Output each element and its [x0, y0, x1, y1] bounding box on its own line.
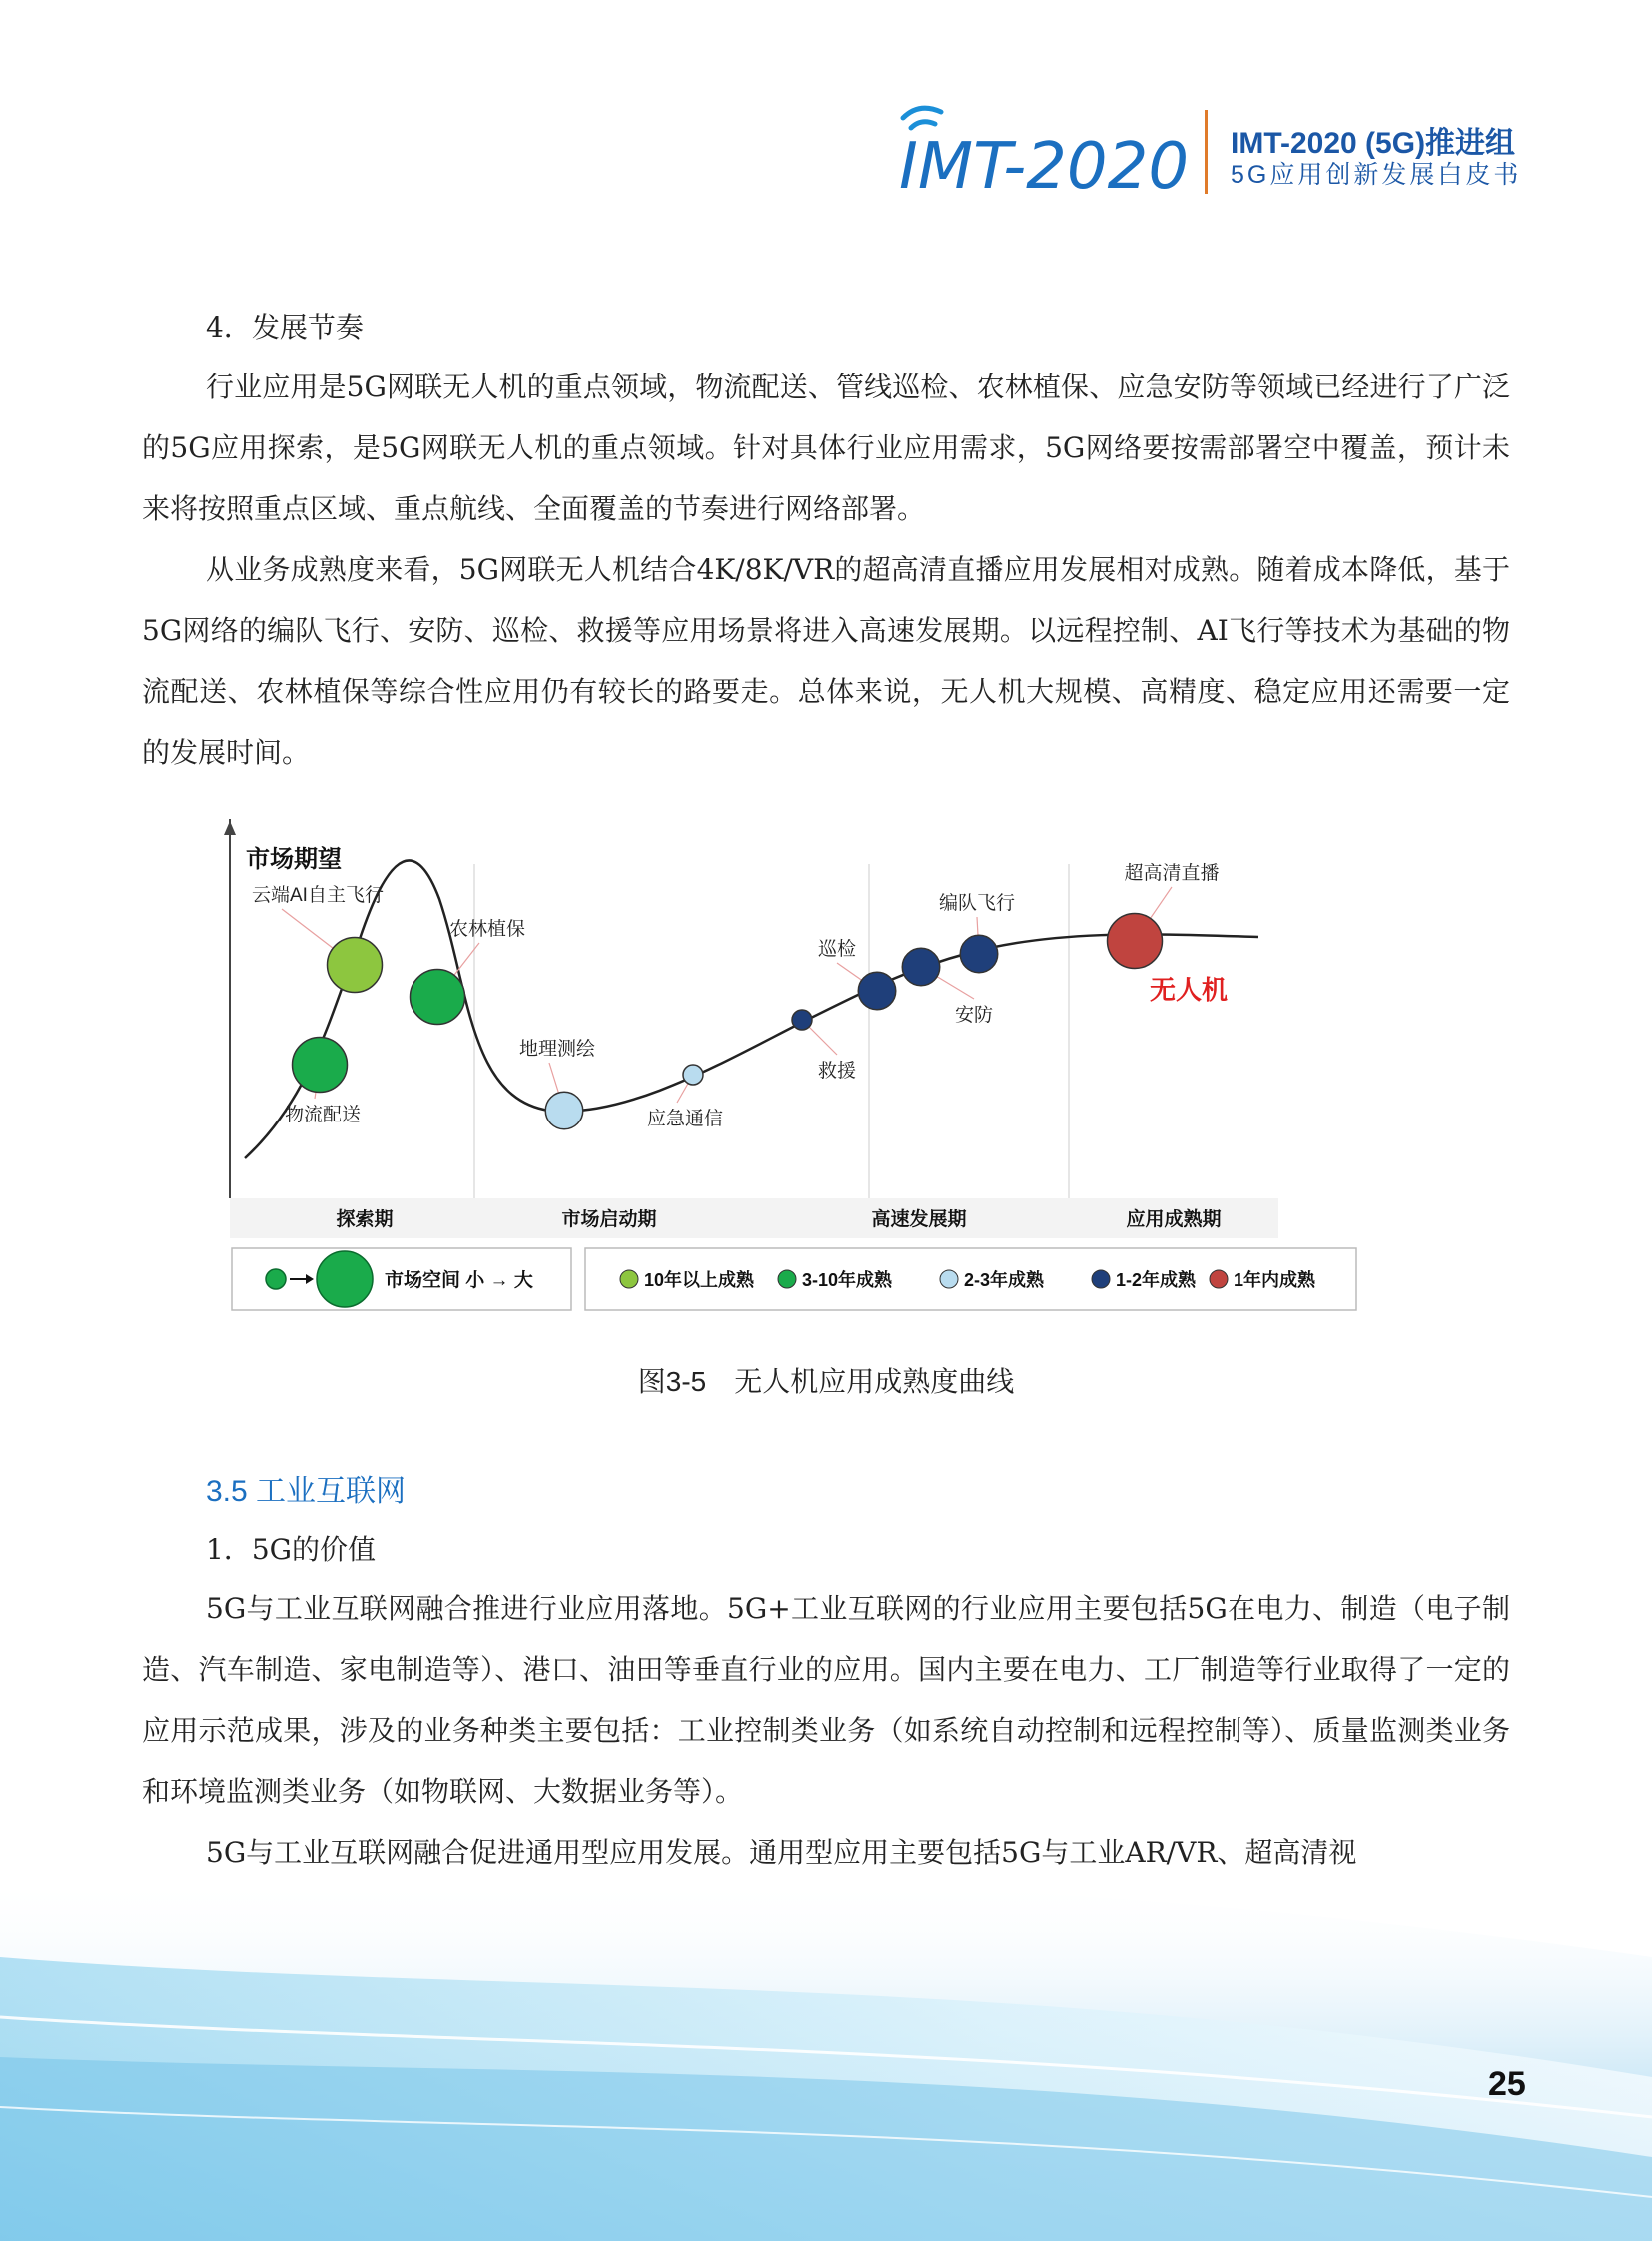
- paragraph: 5G与工业互联网融合推进行业应用落地。5G+工业互联网的行业应用主要包括5G在电力、制造（电子制造、汽车制造、家电制造等）、港口、油田等垂直行业的应用。国内主要在电力、工厂制造等行业取得了一定的应用示范成果，涉及的业务种类主要包括：工业控制类业务（如系统自动控制和远程控制等）、质量监测类业务和环境监测类业务（如物联网、大数据业务等）。: [142, 1592, 1510, 1808]
- y-axis-label: 市场期望: [246, 846, 342, 873]
- legend-size-large: [317, 1251, 373, 1307]
- data-point: [293, 1038, 348, 1093]
- point-label: 云端AI自主飞行: [252, 885, 384, 906]
- svg-text:IMT-2020: IMT-2020: [899, 130, 1189, 200]
- legend-size-label: 市场空间 小 → 大: [385, 1270, 533, 1291]
- point-label: 物流配送: [285, 1105, 362, 1125]
- section-heading: 1．5G的价值: [206, 1533, 376, 1566]
- header-divider: [1205, 110, 1208, 194]
- header-subtitle: 5G应用创新发展白皮书: [1231, 161, 1522, 189]
- data-point: [1108, 914, 1163, 969]
- legend-label: 2-3年成熟: [964, 1270, 1045, 1290]
- section-title: 3.5 工业互联网: [206, 1475, 407, 1508]
- data-point: [902, 948, 940, 986]
- phase-label: 探索期: [336, 1209, 394, 1230]
- chart-title: 无人机: [1149, 975, 1229, 1005]
- paragraph: 行业应用是5G网联无人机的重点领域，物流配送、管线巡检、农林植保、应急安防等领域已经进行了广泛的5G应用探索，是5G网联无人机的重点领域。针对具体行业应用需求，5G网络要按需部署空中覆盖，预计未来将按照重点区域、重点航线、全面覆盖的节奏进行网络部署。: [142, 371, 1510, 525]
- point-label: 超高清直播: [1124, 863, 1220, 884]
- y-axis-arrow: [224, 821, 236, 835]
- imt2020-logo: [889, 100, 1189, 200]
- legend-label: 10年以上成熟: [644, 1270, 755, 1290]
- data-point: [792, 1010, 812, 1030]
- data-point: [683, 1065, 703, 1085]
- maturity-curve-chart: [210, 819, 1368, 1338]
- point-label: 农林植保: [449, 919, 526, 940]
- legend-swatch: [940, 1270, 958, 1288]
- data-point: [328, 938, 383, 993]
- phase-label: 市场启动期: [561, 1209, 657, 1230]
- header-title: IMT-2020 (5G)推进组: [1231, 127, 1516, 160]
- legend-size-small: [266, 1269, 286, 1289]
- legend-swatch: [620, 1270, 638, 1288]
- paragraph: 5G与工业互联网融合促进通用型应用发展。通用型应用主要包括5G与工业AR/VR、超高清视: [206, 1836, 1357, 1868]
- phase-label: 应用成熟期: [1126, 1209, 1222, 1230]
- point-label: 安防: [954, 1005, 994, 1026]
- legend-swatch: [778, 1270, 796, 1288]
- legend-label: 1-2年成熟: [1116, 1270, 1197, 1290]
- data-point: [545, 1092, 583, 1129]
- figure-caption: 图3-5 无人机应用成熟度曲线: [637, 1366, 1015, 1397]
- section-heading: 4．发展节奏: [206, 311, 364, 344]
- paragraph: 从业务成熟度来看，5G网联无人机结合4K/8K/VR的超高清直播应用发展相对成熟。随着成本降低，基于5G网络的编队飞行、安防、巡检、救援等应用场景将进入高速发展期。以远程控制、AI飞行等技术为基础的物流配送、农林植保等综合性应用仍有较长的路要走。总体来说，无人机大规模、高精度、稳定应用还需要一定的发展时间。: [142, 553, 1510, 769]
- page-number: 25: [1488, 2065, 1526, 2103]
- phase-label: 高速发展期: [871, 1209, 967, 1230]
- point-label: 巡检: [817, 939, 857, 960]
- maturity-curve: [245, 860, 1258, 1158]
- point-label: 救援: [817, 1061, 857, 1082]
- legend-label: 3-10年成熟: [802, 1270, 893, 1290]
- data-point: [858, 972, 896, 1010]
- point-label: 应急通信: [647, 1109, 724, 1129]
- legend-swatch: [1210, 1270, 1228, 1288]
- point-label: 编队飞行: [938, 893, 1016, 914]
- point-label: 地理测绘: [519, 1039, 596, 1060]
- legend-label: 1年内成熟: [1234, 1270, 1316, 1290]
- data-point: [411, 970, 465, 1025]
- data-point: [960, 935, 998, 973]
- legend-swatch: [1092, 1270, 1110, 1288]
